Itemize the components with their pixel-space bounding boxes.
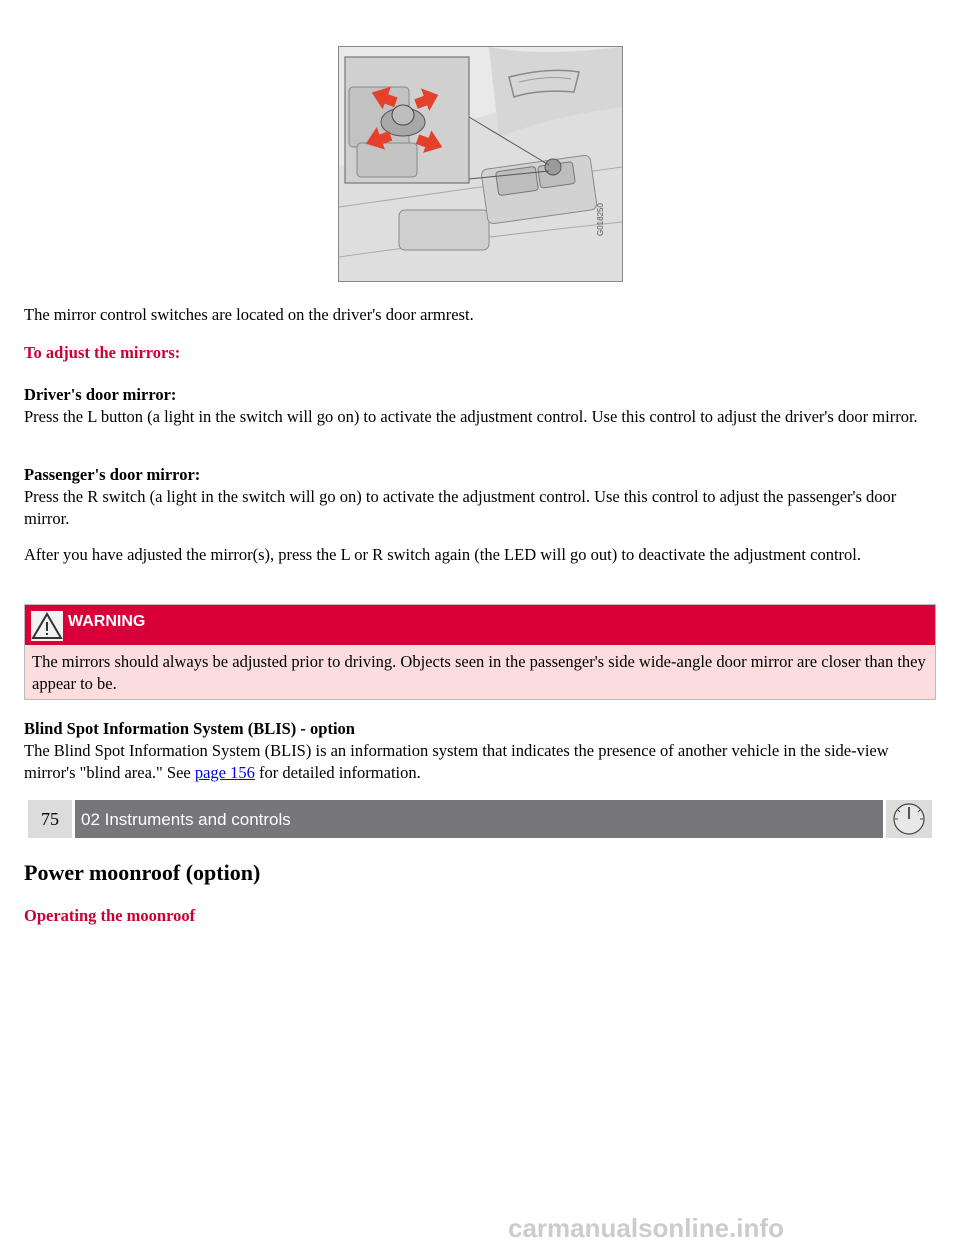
figure-code: G018250 <box>596 203 605 236</box>
intro-text: The mirror control switches are located on the driver's door armrest. <box>24 305 474 324</box>
warning-header <box>25 605 935 645</box>
watermark-text: carmanualsonline.info <box>508 1213 784 1243</box>
blis-text <box>24 740 934 784</box>
after-adjust-text: After you have adjusted the mirror(s), press the L or R switch again (the LED will go out) to deactivate the adjustment control. <box>24 545 861 564</box>
page-number: 75 <box>28 800 72 838</box>
blis-block <box>24 718 934 784</box>
driver-mirror-heading: Driver's door mirror: <box>24 385 177 404</box>
mirror-switch-illustration <box>338 46 623 282</box>
chapter-header-bar <box>24 800 934 838</box>
warning-triangle-icon <box>31 611 63 641</box>
driver-mirror-text: Press the L button (a light in the switch will go on) to activate the adjustment control. Use this control to adjust the driver's door mirror. <box>24 407 918 426</box>
warning-text: The mirrors should always be adjusted prior to driving. Objects seen in the passenger's side wide-angle door mirror are closer than they appear to be. <box>32 652 926 693</box>
driver-mirror-block <box>24 384 934 428</box>
page-156-link[interactable]: page 156 <box>194 763 255 782</box>
blis-heading: Blind Spot Information System (BLIS) - option <box>24 719 355 738</box>
passenger-mirror-text: Press the R switch (a light in the switch will go on) to activate the adjustment control. Use this control to adjust the passenger's door mirror. <box>24 487 897 528</box>
gauge-icon <box>886 800 932 838</box>
adjust-heading: To adjust the mirrors: <box>24 343 181 362</box>
passenger-mirror-block <box>24 464 934 530</box>
section-subtitle: Operating the moonroof <box>24 906 196 925</box>
warning-title: WARNING <box>68 613 146 630</box>
chapter-title: 02 Instruments and controls <box>75 800 883 838</box>
blis-text-before: The Blind Spot Information System (BLIS) is an information system that indicates the presence of another vehicle in the side-view mirror's "blind area." See <box>24 741 889 782</box>
section-title: Power moonroof (option) <box>24 860 261 885</box>
passenger-mirror-heading: Passenger's door mirror: <box>24 465 201 484</box>
blis-text-after: for detailed information. <box>254 763 421 782</box>
warning-box <box>24 604 936 700</box>
